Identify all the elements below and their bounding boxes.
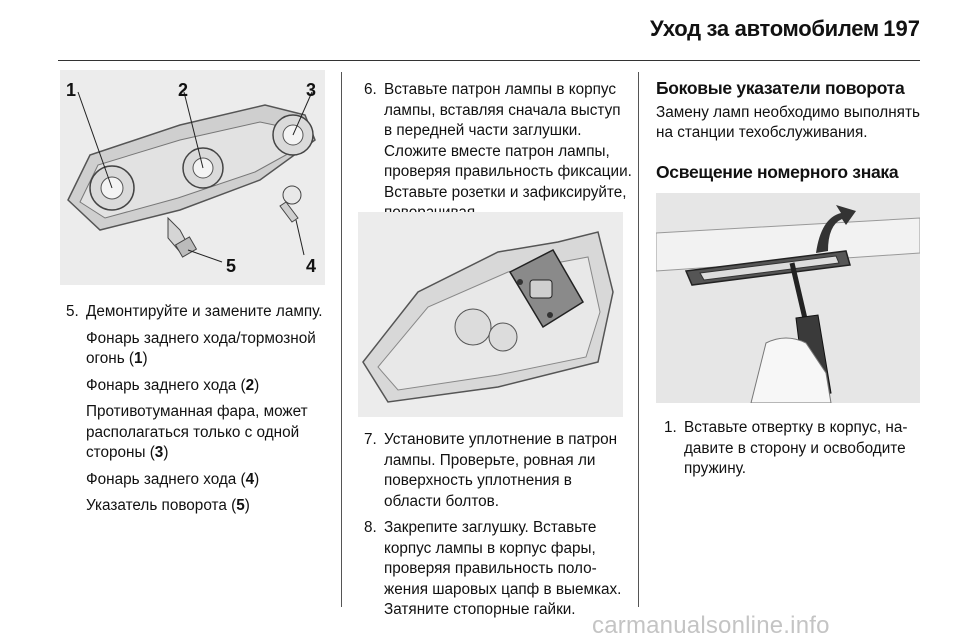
callout-2: 2 (178, 80, 189, 100)
step-number: 6. (364, 81, 377, 98)
lamp-socket-illustration (358, 212, 623, 417)
bulb-item: Фонарь заднего хода (2) (86, 376, 260, 394)
step-text: Установите уплотнение в патрон лампы. Проверьте, ровная ли поверхность уплотнения в области болтов. (384, 431, 618, 510)
step-number: 5. (66, 303, 79, 320)
section-heading: Боковые указатели поворота (656, 78, 905, 98)
step-number: 1. (664, 419, 677, 436)
column-1 (66, 302, 334, 517)
callout-5: 5 (226, 256, 237, 276)
column-2-bottom (364, 430, 632, 621)
step-number: 8. (364, 519, 377, 536)
column-3-bottom (664, 418, 922, 480)
watermark: carmanualsonline.info (592, 612, 830, 639)
step-5 (66, 302, 334, 323)
bulb-item: Фонарь заднего хода/тормозной огонь (1) (86, 329, 316, 367)
bulb-item: Указатель поворота (5) (86, 497, 250, 514)
page-number: 197 (883, 16, 920, 41)
step-text: Закрепите заглушку. Вставьте корпус лампы в корпус фары, проверяя правильность положения шаровых цапф в выемках. Затяните стопорные гайки. (384, 519, 622, 618)
step-text: Демонтируйте и замените лампу. (86, 303, 323, 320)
figure-license-lamp (656, 193, 920, 403)
column-3-top (656, 78, 924, 182)
bulb-item: Фонарь заднего хода (4) (86, 470, 260, 488)
callout-4: 4 (306, 256, 317, 276)
callout-3: 3 (306, 80, 317, 100)
step-7 (364, 430, 632, 512)
figure-taillamp-bulbs (60, 70, 325, 285)
section-heading: Освещение номерного знака (656, 161, 899, 182)
step-text: Вставьте отвертку в корпус, надавите в сторону и освободите пружину. (684, 419, 908, 477)
step-1 (664, 418, 922, 480)
license-lamp-illustration (656, 193, 920, 403)
page-title: Уход за автомобилем (650, 16, 879, 41)
step-text: Вставьте патрон лампы в корпус лампы, вставляя сначала выступ в передней части заглушки. Сложите вместе патрон лампы, проверяя правильность фиксации. Вставьте розетки и зафиксируйте, (384, 81, 632, 201)
callout-1: 1 (66, 80, 77, 100)
taillamp-illustration (60, 70, 325, 285)
header-rule (58, 60, 920, 61)
step-6 (364, 80, 632, 224)
column-divider-left (341, 72, 342, 607)
column-2-top (364, 80, 632, 224)
figure-lamp-socket (358, 212, 623, 417)
step-8 (364, 518, 632, 621)
section-paragraph: Замену ламп необходимо выполнять на станции техобслуживания. (656, 103, 920, 141)
step-number: 7. (364, 431, 377, 448)
bulb-item: Противотуманная фара, может располагаться только с одной стороны (3) (86, 403, 308, 461)
column-divider-right (638, 72, 639, 607)
